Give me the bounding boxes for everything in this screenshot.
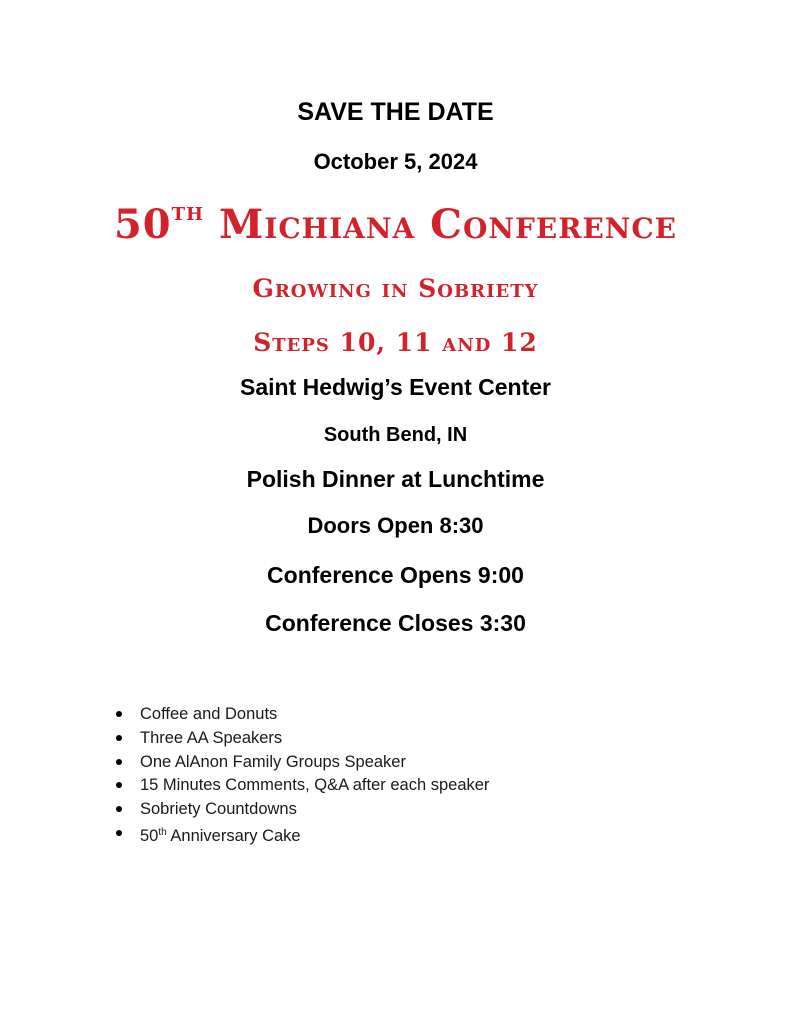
cake-text: Anniversary Cake bbox=[170, 826, 301, 845]
list-item-text: Three AA Speakers bbox=[140, 728, 283, 747]
conference-number-suffix: TH bbox=[171, 204, 205, 225]
bullet-icon bbox=[116, 759, 122, 765]
list-item bbox=[112, 774, 489, 798]
conference-steps: Steps 10, 11 and 12 bbox=[253, 328, 538, 357]
bullet-icon bbox=[116, 806, 122, 812]
list-item-text: Sobriety Countdowns bbox=[140, 800, 297, 819]
conference-title bbox=[0, 201, 791, 248]
list-item bbox=[112, 703, 489, 727]
doors-open-time: Doors Open 8:30 bbox=[307, 513, 484, 538]
list-item-text: One AlAnon Family Groups Speaker bbox=[140, 752, 406, 771]
list-item bbox=[112, 727, 489, 751]
bullet-icon bbox=[116, 782, 122, 788]
cake-number-suffix: th bbox=[158, 826, 167, 838]
save-the-date-heading: SAVE THE DATE bbox=[297, 98, 494, 126]
feature-list bbox=[112, 703, 489, 846]
conference-name: Michiana Conference bbox=[218, 201, 678, 248]
conference-closes-time: Conference Closes 3:30 bbox=[265, 610, 526, 636]
list-item-text: 15 Minutes Comments, Q&A after each speaker bbox=[140, 776, 490, 795]
list-item bbox=[112, 751, 489, 775]
venue-city: South Bend, IN bbox=[323, 424, 468, 446]
cake-number: 50 bbox=[140, 826, 159, 845]
list-item-text: Coffee and Donuts bbox=[140, 705, 278, 723]
list-item bbox=[112, 822, 489, 846]
conference-opens-time: Conference Opens 9:00 bbox=[267, 562, 524, 588]
conference-theme: Growing in Sobriety bbox=[252, 274, 539, 303]
bullet-icon bbox=[116, 711, 122, 717]
venue-name: Saint Hedwig’s Event Center bbox=[240, 374, 551, 400]
bullet-icon bbox=[116, 830, 122, 836]
event-date: October 5, 2024 bbox=[313, 149, 478, 174]
dinner-note: Polish Dinner at Lunchtime bbox=[246, 466, 545, 492]
conference-number: 50 bbox=[113, 201, 172, 248]
bullet-icon bbox=[116, 735, 122, 741]
list-item bbox=[112, 798, 489, 822]
